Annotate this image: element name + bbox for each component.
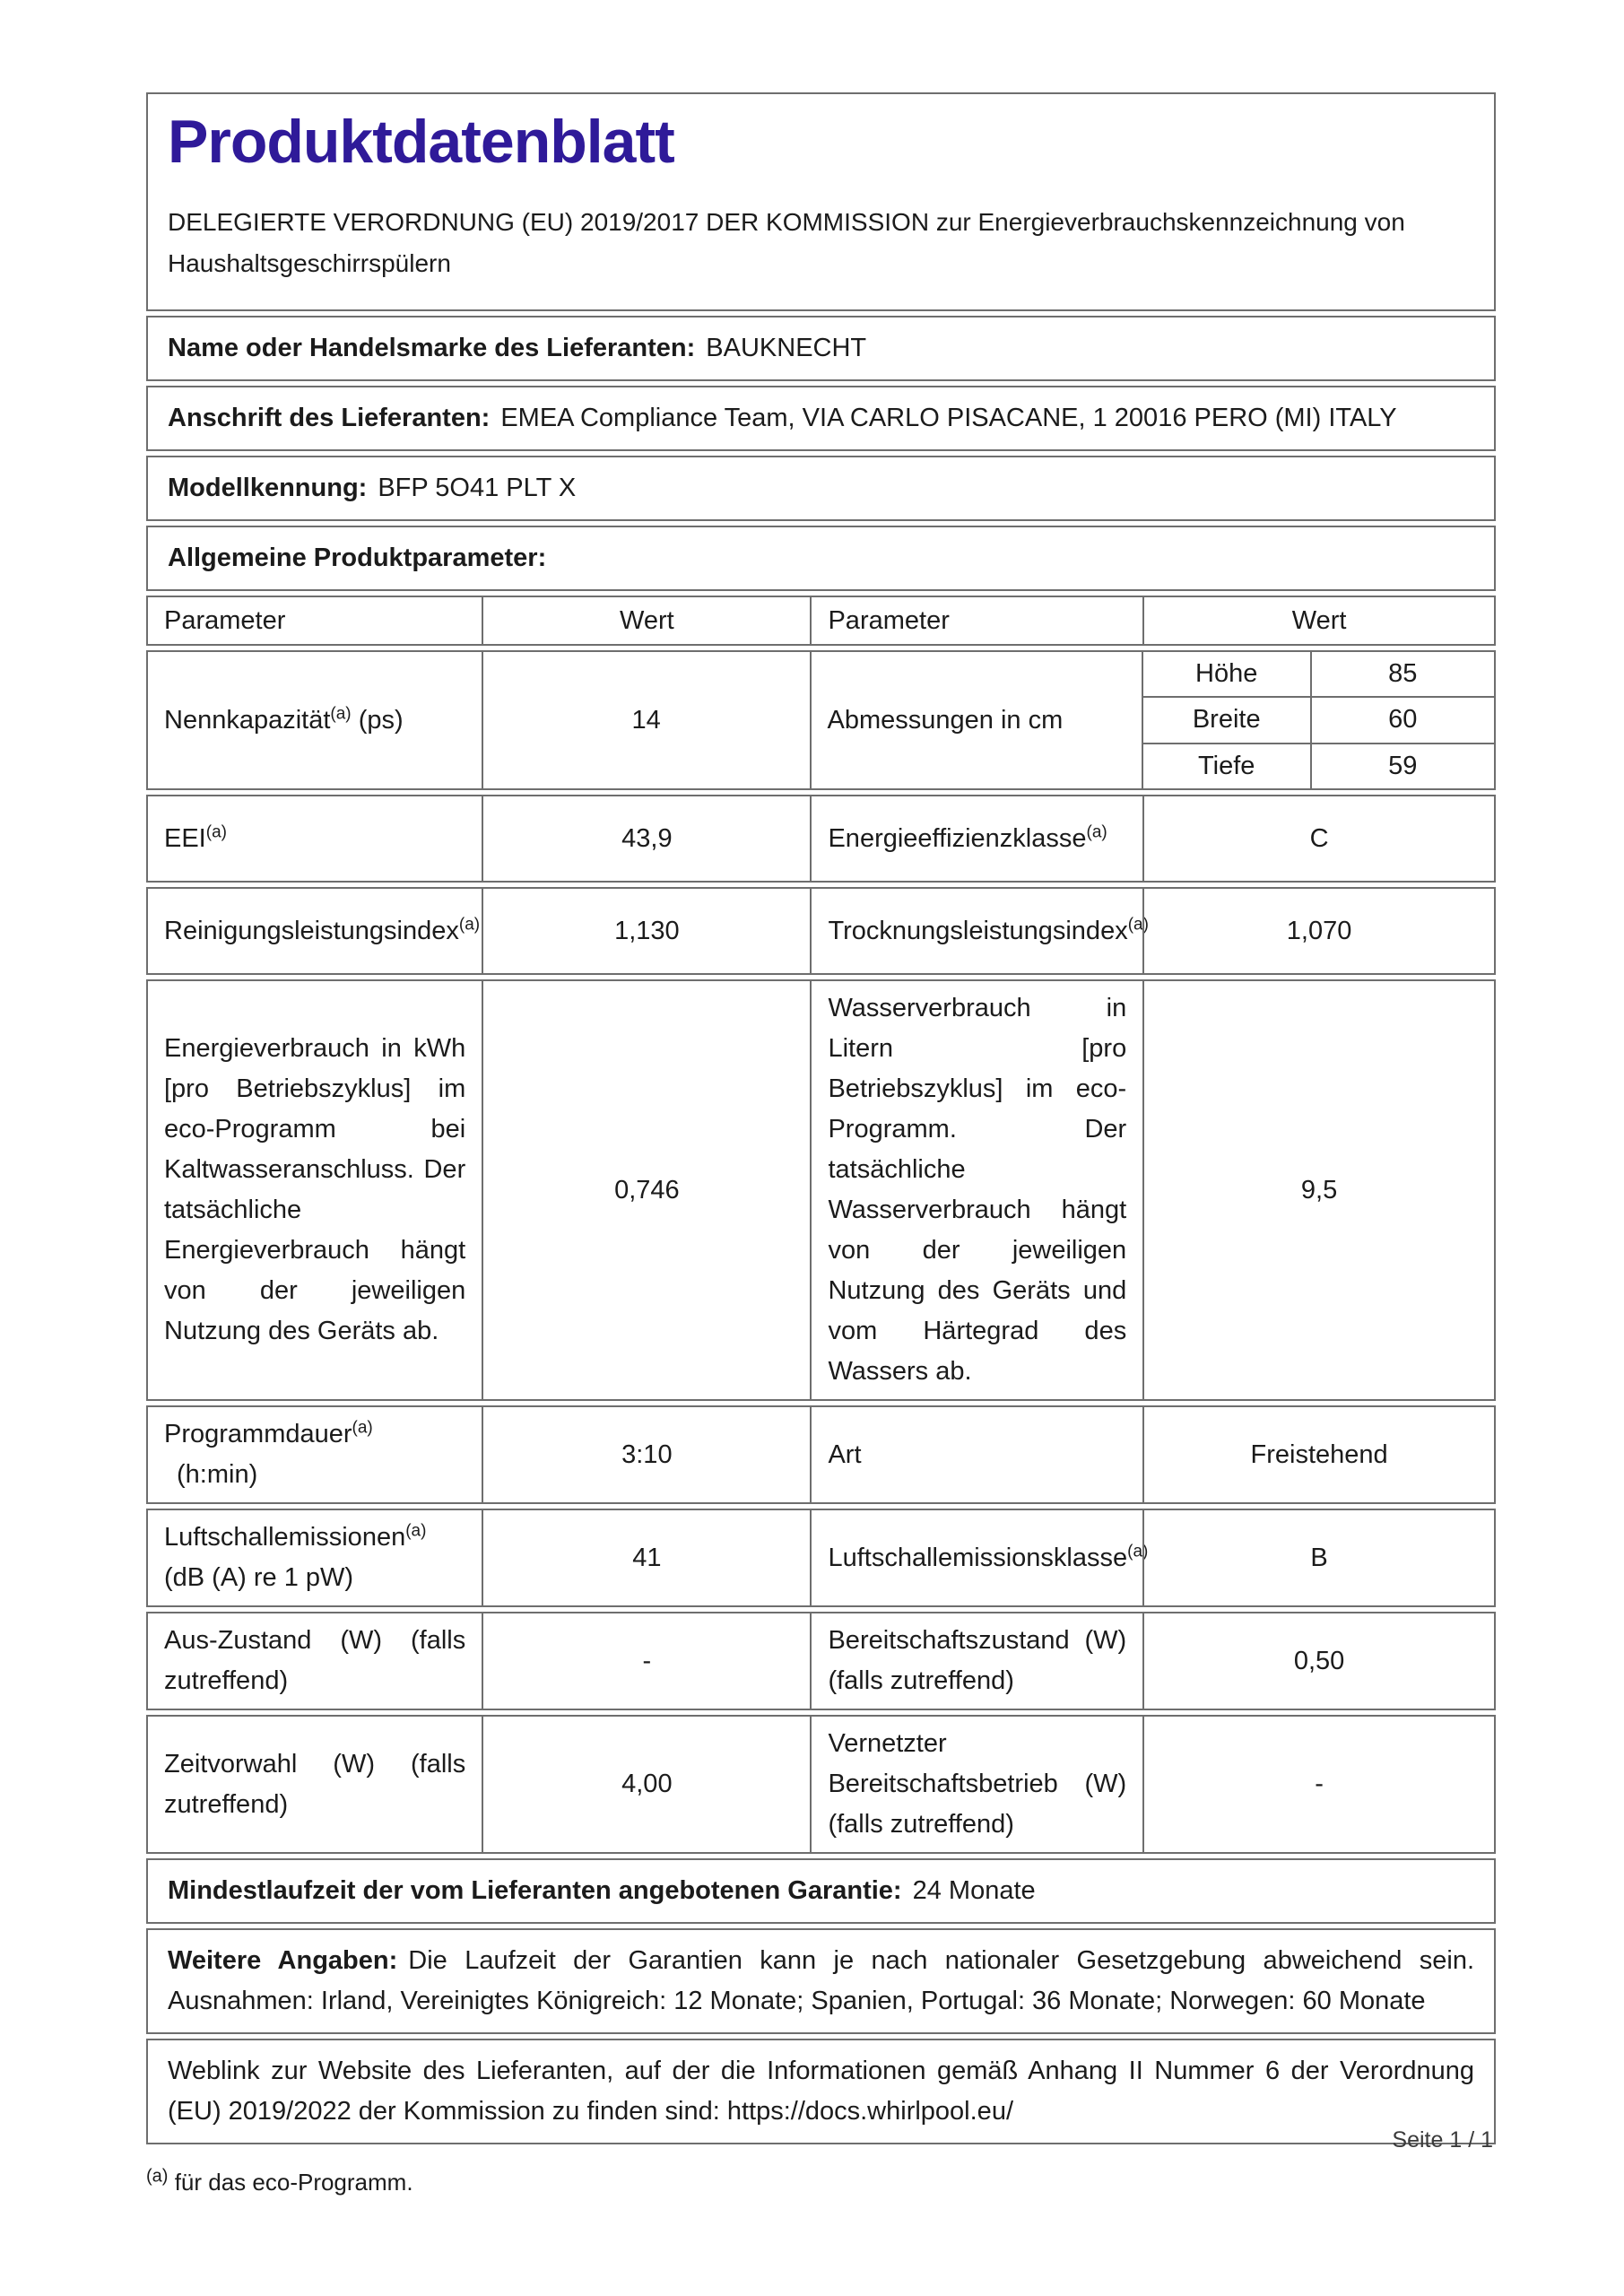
param-cell-vernetzter-bereitschaftsbetrieb: Vernetzter Bereitschaftsbetrieb (W) (falls zutreffend)	[810, 1717, 1142, 1852]
table-row-eei-class	[146, 795, 1496, 883]
footnote-marker: (a)	[146, 2166, 169, 2187]
table-row-energy-water-consumption	[146, 979, 1496, 1401]
footnote-text: für das eco-Programm.	[174, 2169, 413, 2196]
col-header-parameter-right: Parameter	[810, 597, 1142, 644]
param-cell-trocknungsindex: Trocknungsleistungsindex$^{(a)}$	[810, 889, 1142, 973]
dimension-label: Tiefe	[1198, 751, 1255, 780]
general-params-heading-row	[146, 526, 1496, 591]
supplier-address-value: EMEA Compliance Team, VIA CARLO PISACANE, 1 20016 PERO (MI) ITALY	[500, 404, 1397, 432]
value-cell-art: Freistehend	[1142, 1407, 1494, 1502]
param-cell-programmdauer: Programmdauer$^{(a)}$ (h:min)	[164, 1418, 373, 1489]
weblink-text: Weblink zur Website des Lieferanten, auf der die Informationen gemäß Anhang II Nummer 6 der Verordnung (EU) 2019/2022 der Kommission zu finden sind:	[168, 2057, 1474, 2126]
footnote-ref: (a)	[405, 1521, 427, 1541]
param-cell-luftschallemissionen: Luftschallemissionen$^{(a)}$ (dB (A) re 1 pW)	[164, 1521, 427, 1592]
regulation-subtitle: DELEGIERTE VERORDNUNG (EU) 2019/2017 DER KOMMISSION zur Energieverbrauchskennzeichnung von Haushaltsgeschirrspülern	[168, 208, 1405, 277]
footnote	[146, 2166, 1496, 2198]
value-cell-nennkapazitaet: 14	[482, 652, 810, 788]
table-row-cleaning-drying-index	[146, 887, 1496, 975]
table-row-delay-networked-standby	[146, 1715, 1496, 1854]
additional-info-label: Weitere Angaben:	[168, 1946, 398, 1975]
param-cell-aus-zustand: Aus-Zustand (W) (falls zutreffend)	[164, 1626, 466, 1695]
page-number: Seite 1 / 1	[1392, 2127, 1493, 2152]
model-id-value: BFP 5O41 PLT X	[378, 474, 577, 502]
param-cell-nennkapazitaet: Nennkapazität$^{(a)}$ (ps)	[164, 703, 404, 735]
value-cell-aus-zustand: -	[482, 1613, 810, 1709]
model-id-row	[146, 456, 1496, 521]
dimension-label: Höhe	[1195, 659, 1258, 689]
table-row-noise	[146, 1509, 1496, 1607]
page-title: Produktdatenblatt	[168, 108, 674, 176]
param-cell-luftschallklasse: Luftschallemissionsklasse$^{(a)}$	[810, 1510, 1142, 1605]
footnote-ref: (a)	[1127, 914, 1149, 934]
general-params-heading: Allgemeine Produktparameter:	[168, 544, 547, 572]
param-cell-wasserverbrauch: Wasserverbrauch in Litern [pro Betriebszyklus] im eco-Programm. Der tatsächliche Wasserverbrauch hängt von der jeweiligen Nutzung des Geräts und vom Härtegrad des Wassers ab.	[810, 981, 1142, 1399]
param-cell-zeitvorwahl: Zeitvorwahl (W) (falls zutreffend)	[164, 1749, 466, 1819]
param-cell-bereitschaftszustand: Bereitschaftszustand (W) (falls zutreffend)	[810, 1613, 1142, 1709]
guarantee-label: Mindestlaufzeit der vom Lieferanten angebotenen Garantie:	[168, 1876, 902, 1905]
col-header-parameter-left: Parameter	[164, 605, 286, 635]
footnote-ref: (a)	[1086, 822, 1107, 841]
dimension-value: 60	[1310, 698, 1494, 742]
param-cell-energieverbrauch: Energieverbrauch in kWh [pro Betriebszyklus] im eco-Programm bei Kaltwasseranschluss. Der tatsächliche Energieverbrauch hängt von der jeweiligen Nutzung des Geräts ab.	[164, 1034, 466, 1345]
value-cell-luftschallklasse: B	[1142, 1510, 1494, 1605]
dimensions-subtable	[1142, 652, 1494, 788]
value-cell-effizienzklasse: C	[1142, 796, 1494, 881]
footnote-ref: (a)	[330, 703, 352, 723]
dimension-value: 59	[1310, 744, 1494, 788]
document-header	[146, 92, 1496, 311]
param-cell-art: Art	[810, 1407, 1142, 1502]
value-cell-energieverbrauch: 0,746	[482, 981, 810, 1399]
guarantee-row	[146, 1858, 1496, 1924]
param-cell-eei: EEI$^{(a)}$	[164, 822, 227, 853]
supplier-address-label: Anschrift des Lieferanten:	[168, 404, 491, 432]
table-header-row	[146, 596, 1496, 646]
table-row-duration-type	[146, 1405, 1496, 1504]
value-cell-luftschallemissionen: 41	[482, 1510, 810, 1605]
weblink-row	[146, 2039, 1496, 2144]
additional-info-row	[146, 1928, 1496, 2034]
footnote-ref: (a)	[1127, 1541, 1149, 1561]
table-row-off-standby	[146, 1612, 1496, 1710]
value-cell-trocknungsindex: 1,070	[1142, 889, 1494, 973]
supplier-name-label: Name oder Handelsmarke des Lieferanten:	[168, 334, 696, 362]
dimension-row-hoehe	[1143, 652, 1494, 696]
params-table	[146, 596, 1496, 1854]
col-header-wert-right: Wert	[1142, 597, 1494, 644]
value-cell-zeitvorwahl: 4,00	[482, 1717, 810, 1852]
param-cell-abmessungen: Abmessungen in cm	[810, 652, 1142, 788]
dimension-value: 85	[1310, 652, 1494, 696]
value-cell-bereitschaftszustand: 0,50	[1142, 1613, 1494, 1709]
dimension-row-breite	[1143, 696, 1494, 742]
param-cell-effizienzklasse: Energieeffizienzklasse$^{(a)}$	[810, 796, 1142, 881]
supplier-name-value: BAUKNECHT	[706, 334, 867, 362]
weblink-url[interactable]: https://docs.whirlpool.eu/	[726, 2097, 1013, 2126]
dimension-label: Breite	[1192, 705, 1261, 735]
additional-info-text: Die Laufzeit der Garantien kann je nach nationaler Gesetzgebung abweichend sein. Ausnahmen: Irland, Vereinigtes Königreich: 12 Monate; Spanien, Portugal: 36 Monate; Norwegen: 60 Monate	[168, 1946, 1474, 2015]
product-datasheet	[146, 92, 1496, 2198]
col-header-wert-left: Wert	[482, 597, 810, 644]
supplier-address-row	[146, 386, 1496, 451]
param-cell-reinigungsindex: Reinigungsleistungsindex$^{(a)}$	[164, 914, 481, 945]
footnote-ref: (a)	[458, 914, 481, 934]
supplier-name-row	[146, 316, 1496, 381]
value-cell-wasserverbrauch: 9,5	[1142, 981, 1494, 1399]
model-id-label: Modellkennung:	[168, 474, 368, 502]
footnote-ref: (a)	[205, 822, 227, 841]
value-cell-reinigungsindex: 1,130	[482, 889, 810, 973]
table-row-capacity-dimensions	[146, 650, 1496, 790]
value-cell-vernetzter-bereitschaftsbetrieb: -	[1142, 1717, 1494, 1852]
footnote-ref: (a)	[352, 1418, 373, 1438]
value-cell-programmdauer: 3:10	[482, 1407, 810, 1502]
value-cell-eei: 43,9	[482, 796, 810, 881]
dimension-row-tiefe	[1143, 743, 1494, 788]
guarantee-value: 24 Monate	[912, 1876, 1036, 1905]
